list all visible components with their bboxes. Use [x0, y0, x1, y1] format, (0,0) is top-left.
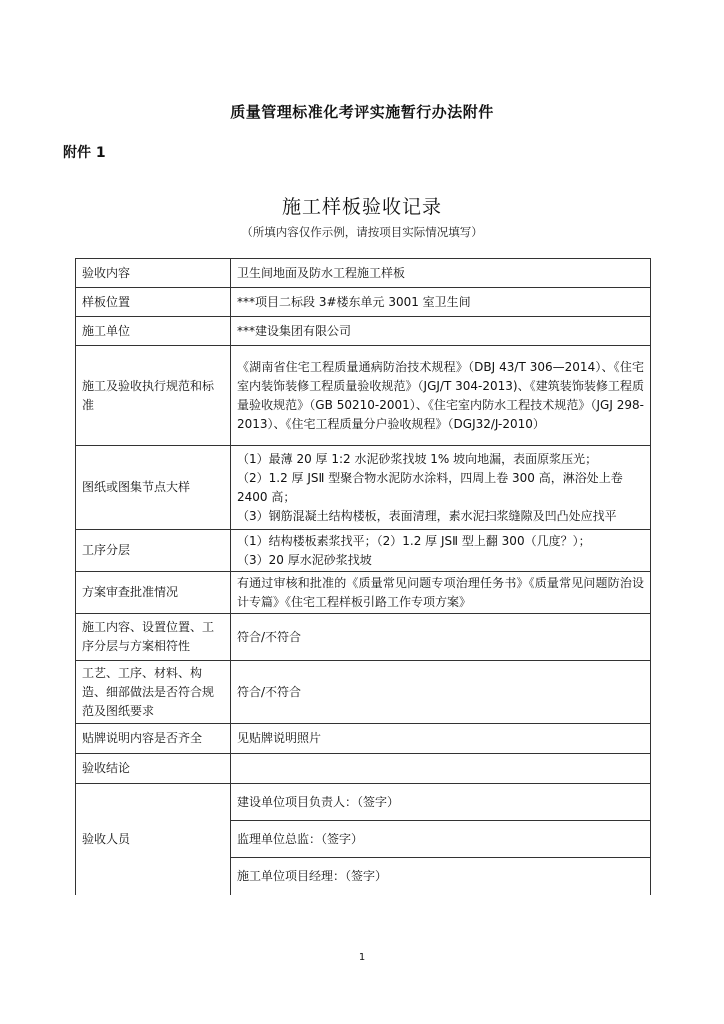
page-number: 1 — [358, 952, 366, 963]
row-value: 有通过审核和批准的《质量常见问题专项治理任务书》《质量常见问题防治设计专篇》《住宅工程样板引路工作专项方案》 — [231, 572, 651, 614]
row-value: 符合/不符合 — [231, 661, 651, 724]
signature-supervisor: 监理单位总监：（签字） — [231, 821, 651, 858]
row-label: 贴牌说明内容是否齐全 — [76, 724, 231, 754]
row-label: 验收内容 — [76, 259, 231, 288]
row-value: ***建设集团有限公司 — [231, 317, 651, 346]
row-value: 见贴牌说明照片 — [231, 724, 651, 754]
row-value — [231, 754, 651, 784]
row-value: 《湖南省住宅工程质量通病防治技术规程》（DBJ 43/T 306—2014）、《住宅室内装饰装修工程质量验收规范》（JGJ/T 304-2013)、《建筑装饰装修工程质量验收规范》（GB 50210-2001）、《住宅室内防水工程技术规范》（JGJ 298-2013）、《住宅工程质量分户验收规程》（DGJ32/J-2010） — [231, 346, 651, 446]
row-value: ***项目二标段 3#楼东单元 3001 室卫生间 — [231, 288, 651, 317]
drawing-line: （2）1.2 厚 JSⅡ 型聚合物水泥防水涂料，四周上卷 300 高，淋浴处上卷 2400 高； — [237, 470, 623, 504]
row-label: 样板位置 — [76, 288, 231, 317]
table-row — [76, 446, 651, 530]
attachment-label: 附件 1 — [63, 145, 106, 161]
row-value — [231, 530, 651, 572]
table-row — [76, 614, 651, 661]
table-row — [76, 530, 651, 572]
row-label: 施工及验收执行规范和标准 — [76, 346, 231, 446]
drawing-line: （3）钢筋混凝土结构楼板，表面清理，素水泥扫浆缝隙及凹凸处应找平 — [237, 508, 617, 523]
row-label: 工序分层 — [76, 530, 231, 572]
acceptance-record-table — [75, 258, 651, 895]
table-row — [76, 724, 651, 754]
document-title: 质量管理标准化考评实施暂行办法附件 — [230, 103, 494, 121]
layer-line: （1）结构楼板素浆找平；（2）1.2 厚 JSⅡ 型上翻 300（几度？）； — [237, 533, 591, 548]
table-row — [76, 259, 651, 288]
table-row — [76, 754, 651, 784]
signature-contractor: 施工单位项目经理：（签字） — [231, 858, 651, 895]
row-value: 符合/不符合 — [231, 614, 651, 661]
layer-line: （3）20 厚水泥砂浆找坡 — [237, 552, 372, 567]
drawing-line: （1）最薄 20 厚 1:2 水泥砂浆找坡 1% 坡向地漏，表面原浆压光； — [237, 451, 598, 466]
signature-owner: 建设单位项目负责人：（签字） — [231, 784, 651, 821]
row-label: 方案审查批准情况 — [76, 572, 231, 614]
row-label: 图纸或图集节点大样 — [76, 446, 231, 530]
table-row — [76, 288, 651, 317]
form-note: （所填内容仅作示例，请按项目实际情况填写） — [241, 225, 483, 239]
row-value: 卫生间地面及防水工程施工样板 — [231, 259, 651, 288]
table-row — [76, 661, 651, 724]
table-row — [76, 317, 651, 346]
row-label: 验收人员 — [76, 784, 231, 895]
table-row — [76, 784, 651, 821]
table-row — [76, 346, 651, 446]
row-label: 施工单位 — [76, 317, 231, 346]
row-label: 施工内容、设置位置、工序分层与方案相符性 — [76, 614, 231, 661]
table-row — [76, 572, 651, 614]
row-label: 工艺、工序、材料、构造、细部做法是否符合规范及图纸要求 — [76, 661, 231, 724]
row-value — [231, 446, 651, 530]
form-title: 施工样板验收记录 — [281, 196, 442, 218]
row-label: 验收结论 — [76, 754, 231, 784]
